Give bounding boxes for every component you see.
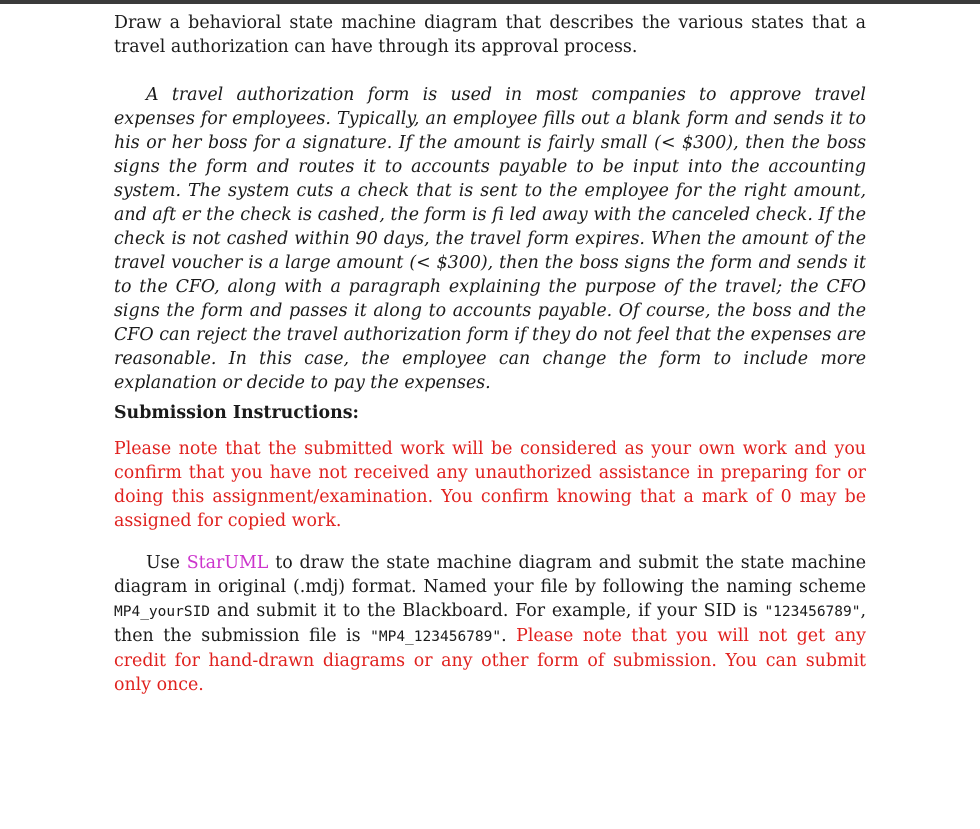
- submission-heading: Submission Instructions:: [114, 403, 359, 423]
- file-example: "MP4_123456789": [370, 629, 502, 645]
- submission-instructions: [114, 551, 866, 697]
- instructions-part4: .: [501, 626, 507, 646]
- instructions-part3: , then the submission file is: [114, 601, 867, 646]
- instructions-use: Use: [146, 553, 180, 573]
- submission-warning: Please note that you will not get any credit for hand-drawn diagrams or any other form of submission. You can submit only once.: [114, 626, 867, 695]
- staruml-link[interactable]: StarUML: [186, 553, 269, 573]
- scenario-paragraph: A travel authorization form is used in most companies to approve travel expenses for employees. Typically, an employee fills out a blank form and sends it to his or her boss for a signature. If the amount is fairly small (< $300), then the boss signs the form and routes it to accounts payable to be input into the accounting system. The system cuts a check that is sent to the employee for the right amount, and aft er the check is cashed, the form is fi led away with the canceled check. If the check is not cashed within 90 days, the travel form expires. When the amount of the travel voucher is a large amount (< $300), then the boss signs the form and sends it to the CFO, along with a paragraph explaining the purpose of the travel; the CFO signs the form and passes it along to accounts payable. Of course, the boss and the CFO can reject the travel authorization form if they do not feel that the expenses are reasonable. In this case, the employee can change the form to include more explanation or decide to pay the expenses.: [114, 85, 866, 393]
- sid-example: "123456789": [764, 604, 861, 620]
- instructions-part1: to draw the state machine diagram and submit the state machine diagram in original (.mdj) format. Named your file by following the naming scheme: [114, 553, 867, 597]
- instructions-part2: and submit it to the Blackboard. For example, if your SID is: [216, 601, 758, 621]
- academic-integrity-notice: Please note that the submitted work will be considered as your own work and you confirm that you have not received any unauthorized assistance in preparing for or doing this assignment/examination. You confirm knowing that a mark of 0 may be assigned for copied work.: [114, 439, 866, 531]
- naming-scheme: MP4_yourSID: [114, 604, 211, 620]
- page-top-border: [0, 0, 980, 4]
- intro-paragraph: Draw a behavioral state machine diagram that describes the various states that a travel authorization can have through its approval process.: [114, 13, 866, 57]
